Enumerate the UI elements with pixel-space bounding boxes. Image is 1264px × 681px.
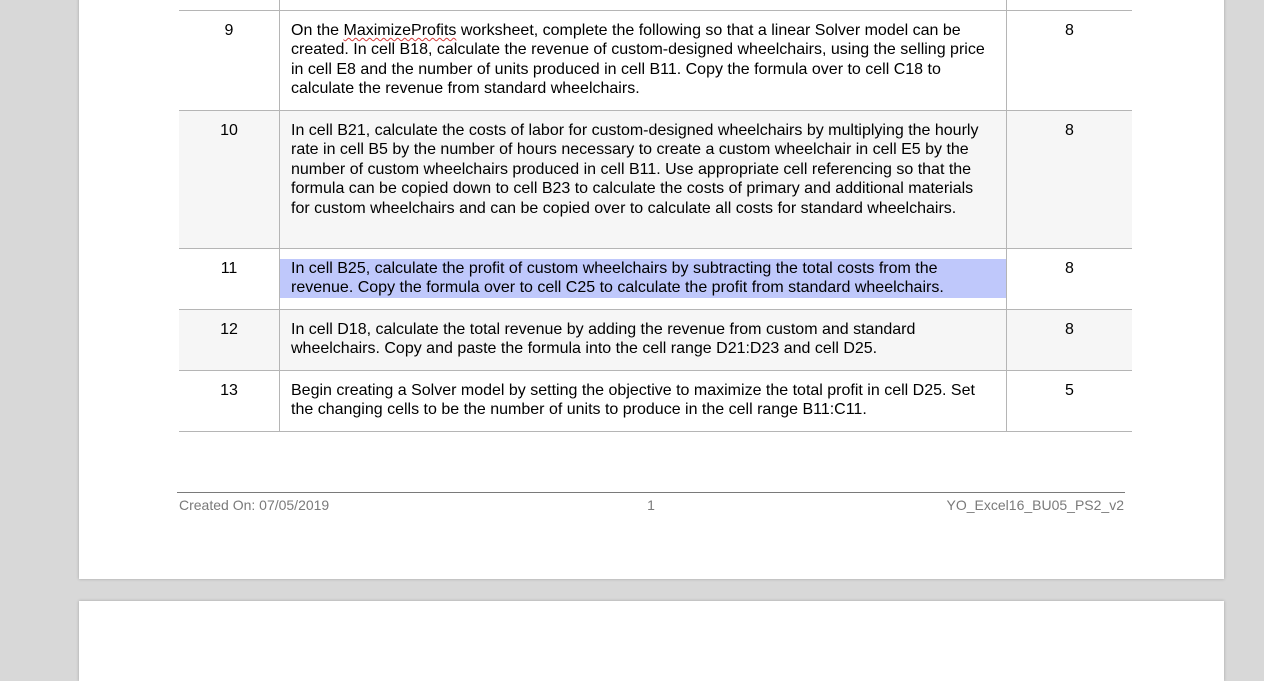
step-number-cell[interactable] [179, 111, 280, 249]
document-page-1 [79, 0, 1224, 579]
spellcheck-flagged-word[interactable]: MaximizeProfits [343, 22, 457, 39]
points-value: 8 [1065, 22, 1074, 39]
table-row [179, 310, 1132, 371]
step-text-cell[interactable] [280, 11, 1007, 111]
step-number: 9 [224, 22, 234, 39]
step-text-cell[interactable] [280, 111, 1007, 249]
table-row [179, 11, 1132, 111]
points-value: 8 [1065, 260, 1074, 277]
step-number-cell[interactable] [179, 11, 280, 111]
step-text: In cell D18, calculate the total revenue by adding the revenue from custom and standard wheelchairs. Copy and paste the formula into the cell range D21:D23 and cell D25. [291, 321, 916, 358]
step-number-cell[interactable] [179, 0, 280, 11]
step-number-cell[interactable] [179, 310, 280, 371]
points-cell[interactable] [1007, 310, 1133, 371]
document-page-2 [79, 601, 1224, 681]
points-value: 8 [1065, 122, 1074, 139]
points-cell[interactable] [1007, 11, 1133, 111]
step-text-cell[interactable] [280, 371, 1007, 432]
points-cell[interactable] [1007, 111, 1133, 249]
step-text-cell[interactable] [280, 310, 1007, 371]
step-number-cell[interactable] [179, 249, 280, 310]
selected-text-highlight[interactable]: In cell B25, calculate the profit of custom wheelchairs by subtracting the total costs from the revenue. Copy the formula over to cell C25 to calculate the profit from standard wheelchairs. [280, 259, 1006, 298]
step-text-part: On the [291, 22, 344, 39]
step-text-cell[interactable] [280, 0, 1007, 11]
step-number-cell[interactable] [179, 371, 280, 432]
steps-table [179, 0, 1132, 432]
step-text [280, 11, 1006, 110]
footer-divider [177, 492, 1125, 493]
points-value: 8 [1065, 321, 1074, 338]
footer-page-number: 1 [647, 497, 655, 513]
step-text: Begin creating a Solver model by setting the objective to maximize the total profit in cell D25. Set the changing cells to be the number of units to produce in the cell range B11:C11. [291, 382, 975, 419]
table-row [179, 371, 1132, 432]
table-row [179, 0, 1132, 11]
points-value: 5 [1065, 382, 1074, 399]
table-row [179, 111, 1132, 249]
step-text-part: worksheet, complete the following so that a linear Solver model can be created. In cell B18, calculate the revenue of custom-designed wheelchairs, using the selling price in cell E8 and the number of units produced in cell B11. Copy the formula over to cell C18 to calculate the revenue from standard wheelchairs. [291, 22, 985, 98]
step-number: 10 [220, 122, 238, 139]
step-number: 12 [220, 321, 238, 338]
table-row [179, 249, 1132, 310]
points-cell[interactable] [1007, 371, 1133, 432]
step-text-cell[interactable] [280, 249, 1007, 310]
step-number: 13 [220, 382, 238, 399]
step-text: In cell B21, calculate the costs of labor for custom-designed wheelchairs by multiplying the hourly rate in cell B5 by the number of hours necessary to create a custom wheelchair in cell E5 by the number of custom wheelchairs produced in cell B11. Use appropriate cell referencing so that the formula can be copied down to cell B23 to calculate the costs of primary and additional materials for custom wheelchairs and can be copied over to calculate all costs for standard wheelchairs. [291, 122, 979, 217]
footer-document-id: YO_Excel16_BU05_PS2_v2 [946, 497, 1124, 513]
points-cell[interactable] [1007, 249, 1133, 310]
points-cell[interactable] [1007, 0, 1133, 11]
footer-created-on: Created On: 07/05/2019 [179, 497, 330, 513]
step-number: 11 [220, 260, 238, 277]
